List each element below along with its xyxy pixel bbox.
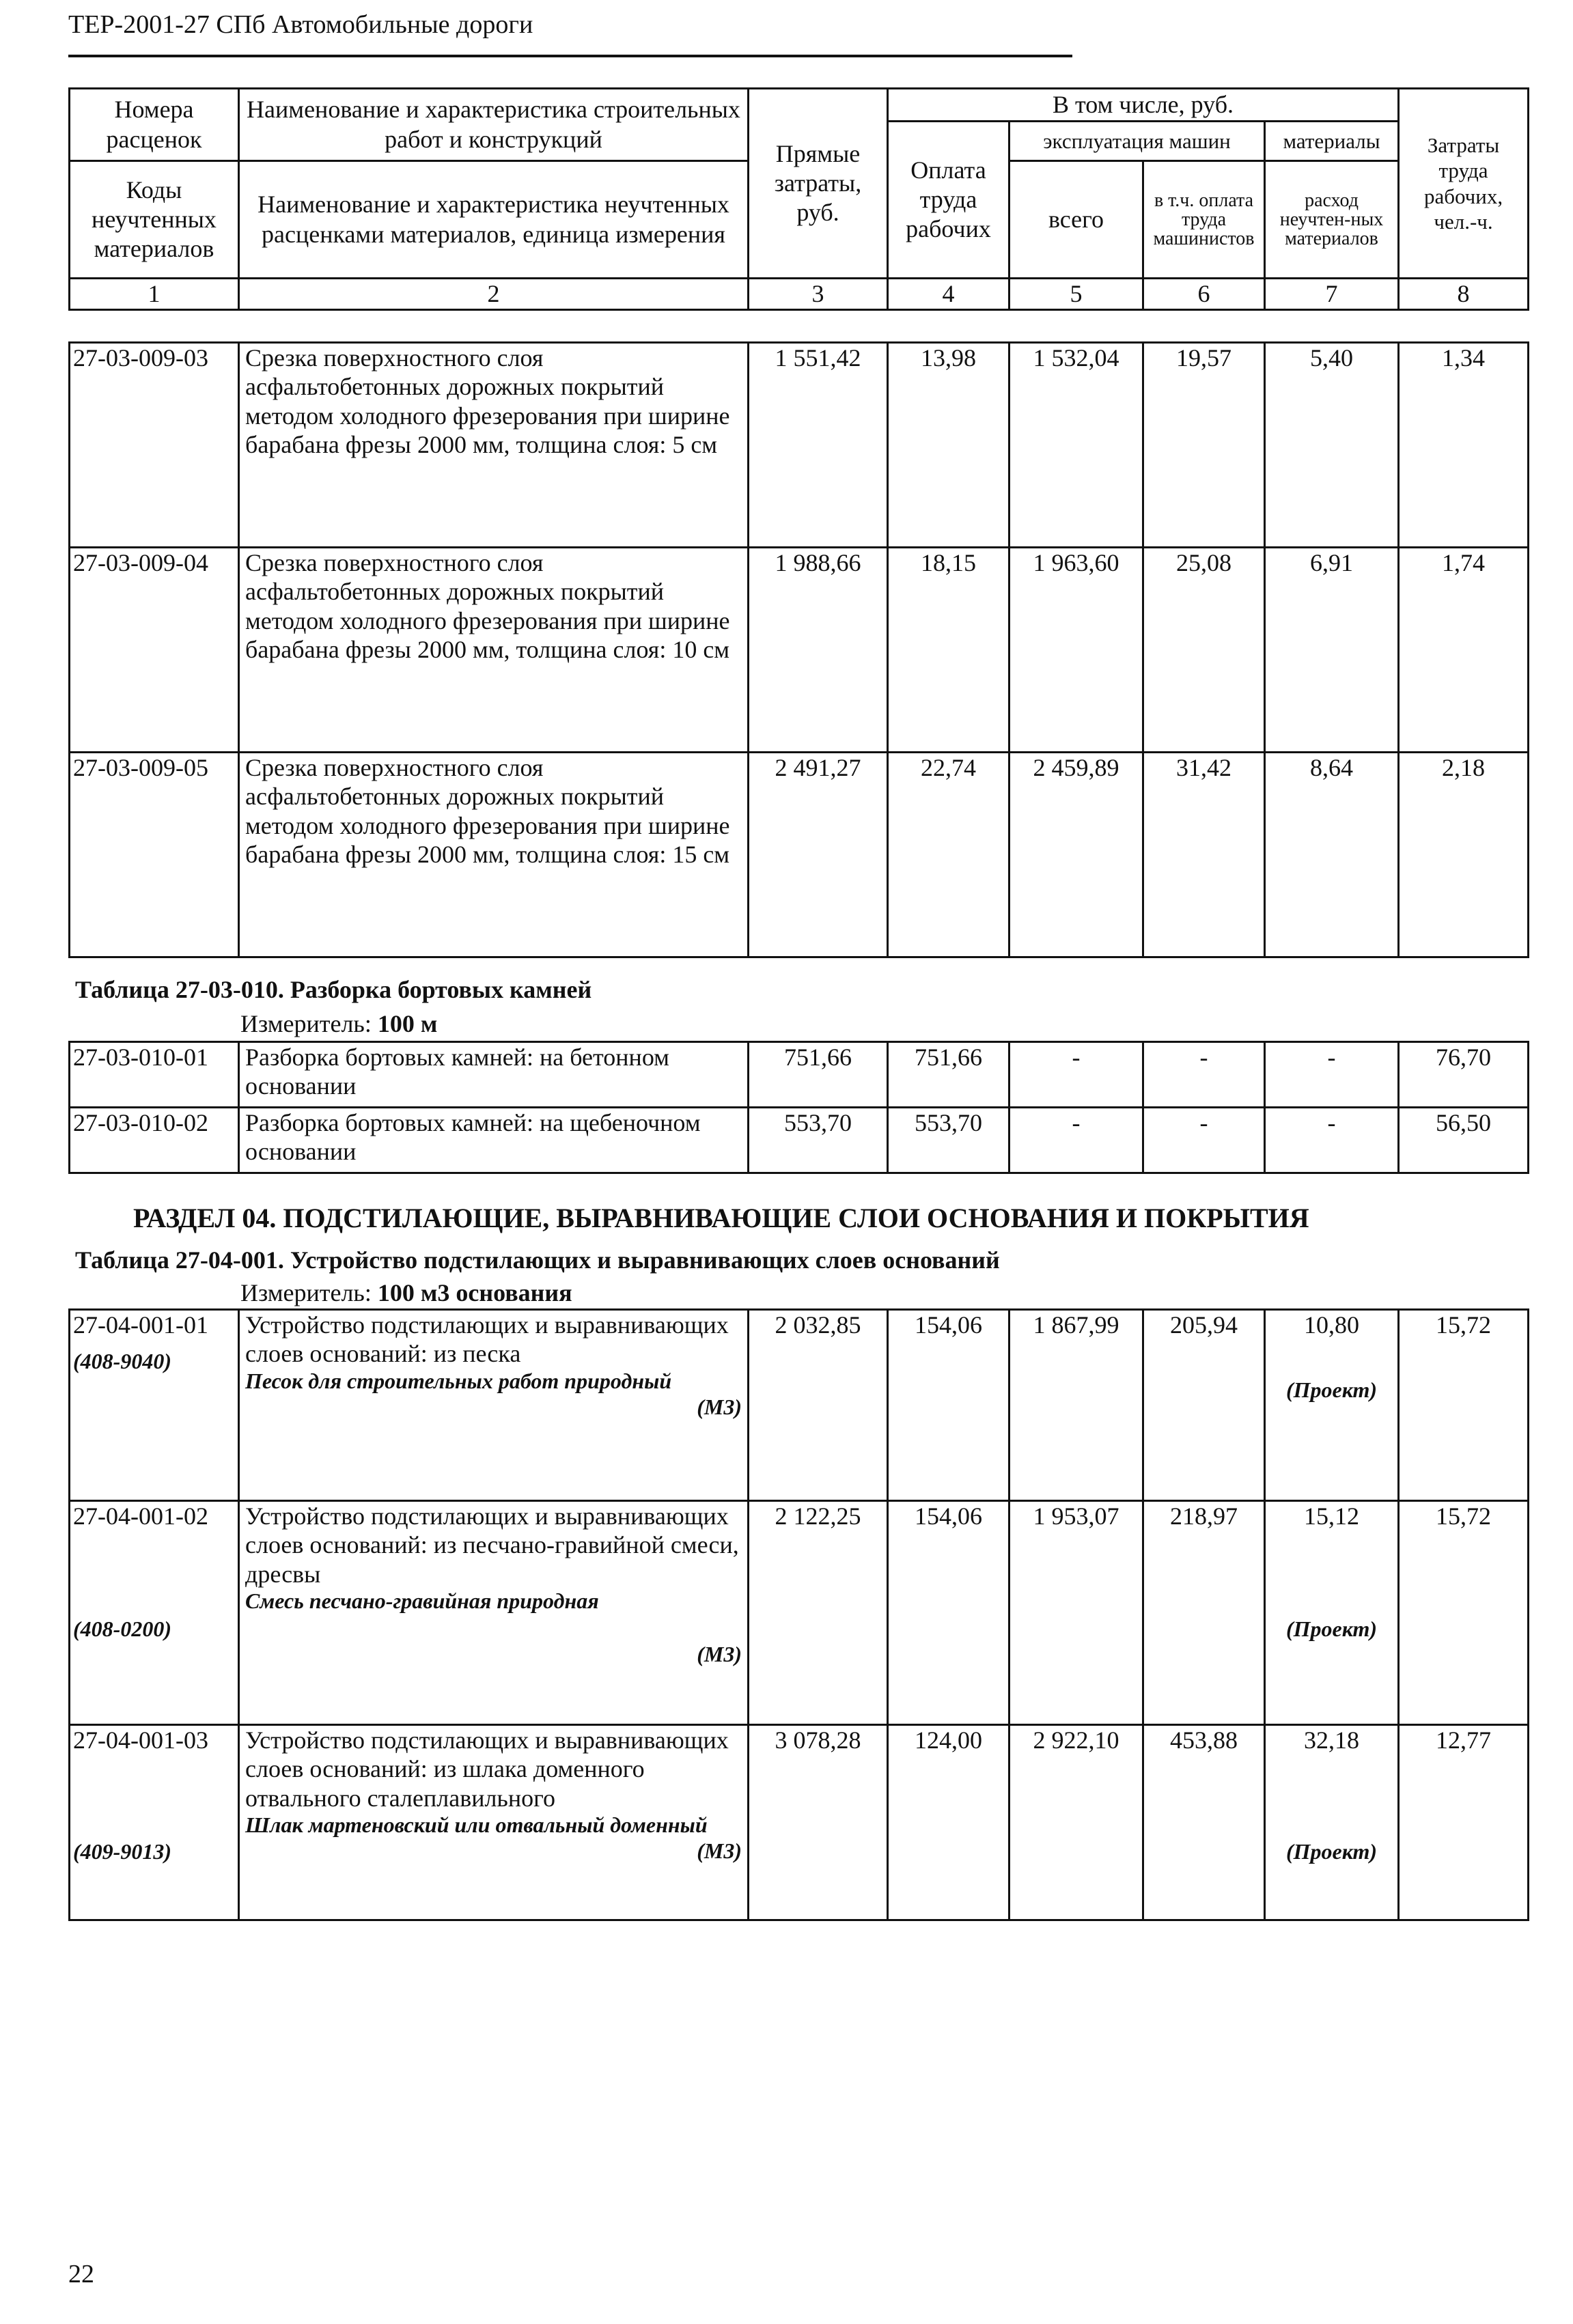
operators-cost: 453,88 xyxy=(1143,1725,1265,1920)
running-header: ТЕР-2001-27 СПб Автомобильные дороги xyxy=(68,10,533,39)
section-title: РАЗДЕЛ 04. ПОДСТИЛАЮЩИЕ, ВЫРАВНИВАЮЩИЕ СЛОИ ОСНОВАНИЯ И ПОКРЫТИЯ xyxy=(133,1203,1309,1233)
material-name: Смесь песчано-гравийная природная xyxy=(245,1588,599,1614)
header-col2-top: Наименование и характеристика строительных работ и конструкций xyxy=(239,89,749,161)
operators-cost: - xyxy=(1143,1042,1265,1108)
materials-cost: 10,80 xyxy=(1304,1311,1359,1339)
labor-hours: 12,77 xyxy=(1399,1725,1529,1920)
rate-name-cell xyxy=(239,1310,749,1501)
table-row xyxy=(70,548,1529,753)
measurement-unit-27-03-010 xyxy=(240,1009,437,1038)
rate-code-cell xyxy=(70,1310,239,1501)
material-unit: (М3) xyxy=(697,1394,742,1419)
labor-cost: 154,06 xyxy=(888,1310,1010,1501)
machines-cost: - xyxy=(1010,1108,1143,1173)
machines-cost: 2 922,10 xyxy=(1010,1725,1143,1920)
header-number-2: 2 xyxy=(239,279,749,310)
machines-cost: 1 867,99 xyxy=(1010,1310,1143,1501)
materials-cost: - xyxy=(1265,1108,1399,1173)
labor-hours: 56,50 xyxy=(1399,1108,1529,1173)
operators-cost: 205,94 xyxy=(1143,1310,1265,1501)
page-number: 22 xyxy=(68,2260,94,2288)
operators-cost: 25,08 xyxy=(1143,548,1265,753)
direct-cost: 2 491,27 xyxy=(749,753,888,957)
direct-cost: 3 078,28 xyxy=(749,1725,888,1920)
direct-cost: 2 032,85 xyxy=(749,1310,888,1501)
machines-cost: 2 459,89 xyxy=(1010,753,1143,957)
rate-code: 27-03-009-05 xyxy=(70,753,239,957)
material-code: (408-9040) xyxy=(73,1349,171,1374)
rate-name-cell xyxy=(239,1725,749,1920)
labor-cost: 124,00 xyxy=(888,1725,1010,1920)
header-machines: эксплуатация машин xyxy=(1010,122,1265,161)
materials-project: (Проект) xyxy=(1285,1616,1378,1642)
rate-code: 27-03-010-01 xyxy=(70,1042,239,1108)
direct-cost: 1 551,42 xyxy=(749,343,888,548)
rate-name: Устройство подстилающих и выравнивающих слоев оснований: из песчано-гравийной смеси, дресвы xyxy=(245,1502,739,1588)
materials-cell xyxy=(1265,1501,1399,1725)
machines-cost: 1 953,07 xyxy=(1010,1501,1143,1725)
labor-cost: 154,06 xyxy=(888,1501,1010,1725)
materials-project: (Проект) xyxy=(1285,1839,1378,1864)
materials-cost: - xyxy=(1265,1042,1399,1108)
rate-code: 27-04-001-01 xyxy=(73,1311,208,1339)
header-number-6: 6 xyxy=(1143,279,1265,310)
materials-cost: 6,91 xyxy=(1265,548,1399,753)
material-code: (409-9013) xyxy=(73,1839,171,1864)
rate-name: Срезка поверхностного слоя асфальтобетонных дорожных покрытий методом холодного фрезерования при ширине барабана фрезы 2000 мм, толщина слоя: 5 см xyxy=(239,343,749,548)
measurement-label: Измеритель: xyxy=(240,1279,372,1306)
materials-cost: 8,64 xyxy=(1265,753,1399,957)
header-col1-bottom: Коды неучтенных материалов xyxy=(70,161,239,279)
labor-hours: 1,34 xyxy=(1399,343,1529,548)
rate-name: Разборка бортовых камней: на бетонном основании xyxy=(239,1042,749,1108)
column-header-table xyxy=(68,87,1529,311)
header-col5: всего xyxy=(1010,161,1143,279)
rate-code: 27-03-009-03 xyxy=(70,343,239,548)
header-rule xyxy=(68,55,1072,57)
table-row xyxy=(70,343,1529,548)
labor-cost: 751,66 xyxy=(888,1042,1010,1108)
table-row xyxy=(70,1725,1529,1920)
rate-name: Разборка бортовых камней: на щебеночном основании xyxy=(239,1108,749,1173)
material-unit: (М3) xyxy=(697,1838,742,1864)
header-col8: Затраты труда рабочих, чел.-ч. xyxy=(1399,89,1529,279)
rate-code: 27-04-001-03 xyxy=(73,1726,208,1754)
operators-cost: 218,97 xyxy=(1143,1501,1265,1725)
labor-hours: 76,70 xyxy=(1399,1042,1529,1108)
measurement-value: 100 м xyxy=(377,1010,438,1037)
operators-cost: - xyxy=(1143,1108,1265,1173)
header-number-5: 5 xyxy=(1010,279,1143,310)
table-title-27-04-001: Таблица 27-04-001. Устройство подстилающих и выравнивающих слоев оснований xyxy=(75,1246,1000,1274)
rate-name: Срезка поверхностного слоя асфальтобетонных дорожных покрытий методом холодного фрезерования при ширине барабана фрезы 2000 мм, толщина слоя: 10 см xyxy=(239,548,749,753)
materials-cell xyxy=(1265,1310,1399,1501)
table-row xyxy=(70,1501,1529,1725)
labor-cost: 13,98 xyxy=(888,343,1010,548)
measurement-unit-27-04-001 xyxy=(240,1278,572,1307)
table-row xyxy=(70,1042,1529,1108)
header-number-3: 3 xyxy=(749,279,888,310)
materials-project: (Проект) xyxy=(1285,1377,1378,1403)
labor-cost: 553,70 xyxy=(888,1108,1010,1173)
header-group: В том числе, руб. xyxy=(888,89,1399,122)
materials-cell xyxy=(1265,1725,1399,1920)
labor-hours: 15,72 xyxy=(1399,1310,1529,1501)
labor-hours: 2,18 xyxy=(1399,753,1529,957)
header-number-8: 8 xyxy=(1399,279,1529,310)
operators-cost: 31,42 xyxy=(1143,753,1265,957)
rate-name-cell xyxy=(239,1501,749,1725)
measurement-value: 100 м3 основания xyxy=(377,1279,572,1306)
direct-cost: 2 122,25 xyxy=(749,1501,888,1725)
table-27-03-010 xyxy=(68,1041,1529,1174)
rate-code: 27-04-001-02 xyxy=(73,1502,208,1530)
rate-name: Устройство подстилающих и выравнивающих слоев оснований: из песка xyxy=(245,1311,729,1368)
measurement-label: Измеритель: xyxy=(240,1010,372,1037)
table-27-03-009 xyxy=(68,341,1529,958)
rate-name: Срезка поверхностного слоя асфальтобетонных дорожных покрытий методом холодного фрезерования при ширине барабана фрезы 2000 мм, толщина слоя: 15 см xyxy=(239,753,749,957)
table-row xyxy=(70,753,1529,957)
labor-cost: 18,15 xyxy=(888,548,1010,753)
direct-cost: 751,66 xyxy=(749,1042,888,1108)
material-name: Шлак мартеновский или отвальный доменный xyxy=(245,1812,708,1838)
table-row xyxy=(70,1108,1529,1173)
table-title-27-03-010: Таблица 27-03-010. Разборка бортовых камней xyxy=(75,976,592,1003)
header-col6: в т.ч. оплата труда машинистов xyxy=(1143,161,1265,279)
labor-cost: 22,74 xyxy=(888,753,1010,957)
header-number-1: 1 xyxy=(70,279,239,310)
direct-cost: 553,70 xyxy=(749,1108,888,1173)
direct-cost: 1 988,66 xyxy=(749,548,888,753)
header-col2-bottom: Наименование и характеристика неучтенных расценками материалов, единица измерения xyxy=(239,161,749,279)
material-name: Песок для строительных работ природный xyxy=(245,1368,672,1393)
rate-code-cell xyxy=(70,1725,239,1920)
rate-name: Устройство подстилающих и выравнивающих слоев оснований: из шлака доменного отвального сталеплавильного xyxy=(245,1726,729,1812)
table-row xyxy=(70,1310,1529,1501)
header-number-4: 4 xyxy=(888,279,1010,310)
header-col4: Оплата труда рабочих xyxy=(888,122,1010,279)
material-unit: (М3) xyxy=(697,1642,742,1667)
rate-code: 27-03-009-04 xyxy=(70,548,239,753)
material-code: (408-0200) xyxy=(73,1616,171,1642)
header-materials: материалы xyxy=(1265,122,1399,161)
header-col1-top: Номера расценок xyxy=(70,89,239,161)
machines-cost: 1 532,04 xyxy=(1010,343,1143,548)
table-27-04-001 xyxy=(68,1308,1529,1921)
materials-cost: 5,40 xyxy=(1265,343,1399,548)
machines-cost: 1 963,60 xyxy=(1010,548,1143,753)
machines-cost: - xyxy=(1010,1042,1143,1108)
header-col3: Прямые затраты, руб. xyxy=(749,89,888,279)
operators-cost: 19,57 xyxy=(1143,343,1265,548)
materials-cost: 32,18 xyxy=(1304,1726,1359,1754)
materials-cost: 15,12 xyxy=(1304,1502,1359,1530)
header-number-7: 7 xyxy=(1265,279,1399,310)
labor-hours: 15,72 xyxy=(1399,1501,1529,1725)
header-col7: расход неучтен-ных материалов xyxy=(1265,161,1399,279)
rate-code: 27-03-010-02 xyxy=(70,1108,239,1173)
rate-code-cell xyxy=(70,1501,239,1725)
labor-hours: 1,74 xyxy=(1399,548,1529,753)
